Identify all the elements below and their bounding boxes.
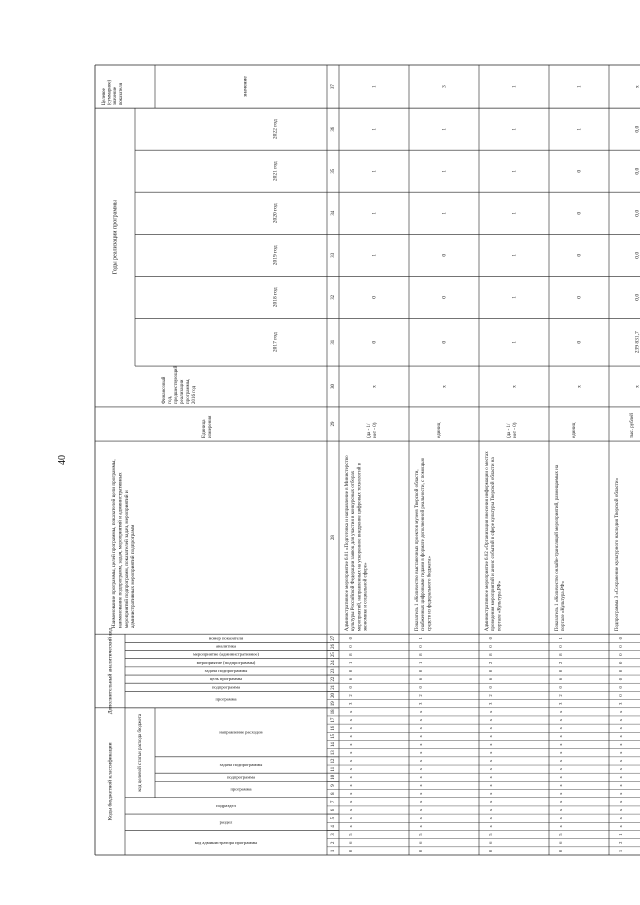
code-cell: x — [618, 751, 624, 754]
code-cell: x — [558, 784, 564, 787]
code-cell: 3 — [488, 702, 494, 705]
row-fin-year: x — [441, 385, 448, 388]
column-number: 31 — [331, 339, 337, 345]
code-cell: 0 — [558, 849, 564, 853]
code-cell: x — [418, 767, 424, 771]
year-header-2018: 2018 год — [272, 287, 279, 308]
an-analytic-header: аналитика — [216, 643, 236, 649]
code-cell: 0 — [418, 669, 424, 673]
code-cell: x — [558, 727, 564, 730]
row-name: Административное мероприятие 6.01 «Подготовка и направление в Министерствокультуры Российской Федерации заявок для участия в конкурсных отборахмероприятий, направленных на ускоренное внедрение цифровых технологий вэкономике и социальной сфере» — [345, 455, 369, 632]
code-cell: x — [558, 759, 564, 763]
an-meropriyatie-header: мероприятие (подпрограммы) — [196, 659, 256, 665]
code-cell: 0 — [618, 677, 624, 681]
napravlenie-header: направление расходов — [219, 729, 263, 735]
column-number: 12 — [331, 758, 337, 764]
code-cell: x — [488, 751, 494, 754]
column-number: 35 — [331, 168, 337, 174]
code-cell: 0 — [348, 669, 354, 673]
code-cell: x — [418, 727, 424, 730]
column-number: 37 — [331, 84, 337, 89]
code-cell: x — [348, 792, 354, 795]
code-cell: x — [348, 825, 354, 828]
column-number: 17 — [331, 717, 337, 723]
column-number: 21 — [331, 684, 337, 690]
code-cell: x — [618, 743, 624, 746]
code-cell: 6 — [488, 677, 494, 681]
code-cell: x — [488, 735, 494, 738]
row-unit: единиц — [572, 422, 577, 439]
code-cell: x — [558, 776, 564, 779]
code-cell: 8 — [348, 653, 354, 656]
code-cell: x — [558, 743, 564, 746]
code-cell: x — [348, 743, 354, 746]
code-cell: x — [618, 727, 624, 730]
row-fin-year: x — [634, 385, 640, 388]
code-cell: 5 — [348, 833, 354, 836]
code-cell: x — [488, 825, 494, 828]
column-number: 29 — [331, 421, 337, 427]
row-year-value: 1 — [441, 211, 448, 215]
column-number: 13 — [331, 750, 337, 756]
code-cell: x — [618, 718, 624, 722]
column-number: 20 — [331, 693, 337, 698]
code-cell: x — [418, 808, 424, 812]
code-cell: 1 — [418, 637, 424, 640]
code-cell: x — [488, 792, 494, 795]
column-number: 32 — [331, 294, 337, 300]
row-year-value: 1 — [511, 253, 518, 257]
final-value-header: Целевое(суммарное)значениепоказателя — [102, 79, 124, 106]
code-cell: x — [418, 776, 424, 779]
code-cell: x — [558, 792, 564, 795]
code-cell: x — [618, 800, 624, 803]
row-fin-year: x — [511, 385, 518, 388]
row-year-value: 1 — [511, 127, 518, 131]
row-name: Показатель 1 «Количество выставочных проектов музеев Тверской области,снабженных цифровыми гидами в формате дополненной реальности, с помощьюсредств из федерального бюджета» — [415, 457, 433, 632]
code-cell: 0 — [618, 686, 624, 689]
column-number: 9 — [331, 784, 337, 787]
code-cell: x — [418, 710, 424, 714]
code-cell: x — [348, 767, 354, 771]
column-number: 33 — [331, 252, 337, 258]
page-number: 40 — [57, 455, 68, 465]
row-final-value: 3 — [441, 85, 448, 88]
kbk-admin-header: код администратора программы — [194, 839, 258, 845]
code-cell: 3 — [418, 702, 424, 705]
code-cell: 0 — [618, 661, 624, 664]
code-cell: 0 — [348, 849, 354, 853]
code-cell: x — [558, 800, 564, 803]
code-cell: x — [418, 759, 424, 763]
an-programma-header: программа — [215, 696, 237, 702]
code-cell: 0 — [618, 694, 624, 697]
code-cell: x — [348, 776, 354, 779]
code-cell: 1 — [348, 661, 354, 664]
row-year-value: 1 — [441, 127, 448, 131]
year-header-2022: 2022 год — [272, 119, 279, 140]
fin-year-header: Финансовыйгод,предшествующийреализациипрограммы,2016 год — [162, 365, 197, 404]
column-number: 22 — [331, 676, 337, 682]
code-cell: 0 — [488, 669, 494, 673]
row-year-value: 1 — [371, 169, 378, 173]
column-number: 6 — [331, 808, 337, 812]
code-cell: 0 — [558, 645, 564, 648]
code-cell: x — [558, 817, 564, 820]
column-number: 4 — [331, 825, 337, 828]
code-cell: x — [418, 792, 424, 795]
code-cell: x — [618, 776, 624, 779]
column-number: 25 — [331, 652, 337, 658]
code-cell: 0 — [348, 645, 354, 648]
column-number: 15 — [331, 733, 337, 739]
code-cell: x — [618, 759, 624, 763]
row-final-value: 1 — [576, 85, 583, 88]
code-cell: x — [418, 751, 424, 754]
code-cell: 0 — [618, 653, 624, 656]
column-number: 2 — [331, 841, 337, 844]
unit-header: Единицаизмерения — [202, 415, 213, 439]
code-cell: x — [418, 735, 424, 738]
row-year-value: 1 — [511, 211, 518, 215]
code-cell: x — [348, 710, 354, 714]
code-cell: 2 — [348, 694, 354, 697]
code-cell: x — [618, 735, 624, 738]
code-cell: 0 — [418, 849, 424, 853]
code-cell: x — [558, 751, 564, 754]
code-cell: 0 — [618, 669, 624, 673]
row-final-value: 1 — [371, 85, 378, 88]
code-cell: x — [348, 759, 354, 763]
rotated-table — [57, 65, 640, 855]
code-cell: x — [418, 784, 424, 787]
row-fin-year: x — [576, 385, 583, 388]
code-cell: 0 — [618, 645, 624, 648]
row-year-value: 0 — [576, 295, 583, 299]
row-year-value: 1 — [511, 169, 518, 173]
row-year-value: 0 — [576, 169, 583, 173]
row-year-value: 0 — [441, 253, 448, 257]
column-number: 30 — [331, 384, 337, 389]
code-cell: x — [348, 751, 354, 754]
code-cell: x — [558, 767, 564, 771]
row-unit: (да - 1/нет - 0) — [367, 422, 378, 439]
year-header-2021: 2021 год — [272, 161, 279, 182]
row-name: Подпрограмма 3 «Сохранение культурного наследия Тверской области» — [615, 477, 620, 632]
code-cell: x — [488, 718, 494, 722]
code-cell: 0 — [488, 849, 494, 853]
column-number: 7 — [331, 800, 337, 804]
row-year-value: 0,0 — [634, 251, 640, 259]
code-cell: x — [348, 718, 354, 722]
an-podprogramma-header: подпрограмма — [211, 684, 241, 690]
row-year-value: 0,0 — [634, 293, 640, 301]
code-cell: x — [348, 800, 354, 803]
code-cell: 5 — [488, 833, 494, 836]
column-number: 1 — [331, 849, 337, 853]
code-cell: 1 — [558, 637, 564, 640]
row-year-value: 1 — [441, 169, 448, 173]
column-number: 23 — [331, 668, 337, 674]
column-number: 27 — [331, 635, 337, 641]
code-cell: x — [418, 817, 424, 820]
code-cell: x — [618, 817, 624, 820]
code-cell: x — [348, 817, 354, 820]
code-cell: 0 — [488, 686, 494, 689]
code-cell: x — [488, 767, 494, 771]
year-header-2017: 2017 год — [272, 332, 279, 353]
row-year-value: 0 — [441, 295, 448, 299]
code-cell: x — [618, 825, 624, 828]
code-cell: x — [418, 800, 424, 803]
code-cell: 6 — [418, 677, 424, 681]
podprogramma-header: подпрограмма — [226, 774, 256, 780]
code-cell: 2 — [418, 694, 424, 697]
row-year-value: 0,0 — [634, 125, 640, 133]
code-cell: x — [418, 718, 424, 722]
code-cell: x — [558, 710, 564, 714]
programma-header: программа — [230, 786, 252, 792]
row-year-value: 0 — [441, 340, 448, 344]
code-cell: 1 — [618, 833, 624, 836]
code-cell: 3 — [618, 702, 624, 705]
column-number: 10 — [331, 774, 337, 780]
zadacha-header: задача подпрограммы — [219, 762, 263, 768]
code-cell: x — [348, 784, 354, 787]
row-year-value: 0 — [576, 340, 583, 344]
code-cell: 8 — [558, 653, 564, 656]
code-cell: 6 — [418, 841, 424, 844]
code-cell: 8 — [418, 653, 424, 656]
row-year-value: 1 — [371, 253, 378, 257]
code-cell: 0 — [558, 669, 564, 673]
code-cell: x — [418, 825, 424, 828]
code-cell: x — [558, 825, 564, 828]
row-year-value: 0 — [576, 253, 583, 257]
row-year-value: 239 831,7 — [634, 331, 640, 354]
row-fin-year: x — [371, 385, 378, 388]
code-cell: 0 — [348, 637, 354, 640]
year-header-2019: 2019 год — [272, 245, 279, 266]
row-name: Показатель 1 «Количество онлайн-трансляций мероприятий, размещаемых напортале «Культура.РФ» — [555, 464, 567, 632]
row-year-value: 1 — [511, 340, 518, 344]
code-cell: x — [618, 767, 624, 771]
code-cell: x — [488, 800, 494, 803]
code-cell: 6 — [348, 677, 354, 681]
code-cell: x — [488, 808, 494, 812]
column-number: 18 — [331, 709, 337, 715]
column-number: 19 — [331, 701, 337, 707]
razdel-header: раздел — [219, 819, 233, 825]
code-cell: 2 — [558, 661, 564, 664]
analytic-code-header: Дополнительный аналитический код — [107, 627, 114, 715]
code-cell: 0 — [488, 645, 494, 648]
code-cell: x — [618, 784, 624, 787]
code-cell: x — [348, 727, 354, 730]
row-year-value: 1 — [576, 127, 583, 131]
code-cell: x — [348, 735, 354, 738]
target-code-header: код целевой статьи расхода бюджета — [138, 713, 144, 792]
row-unit: (да - 1/нет - 0) — [507, 422, 518, 439]
code-cell: x — [348, 808, 354, 812]
code-cell: 6 — [558, 677, 564, 681]
final-subheader: значение — [242, 76, 249, 98]
code-cell: x — [488, 817, 494, 820]
code-cell: x — [618, 710, 624, 714]
column-number: 34 — [331, 210, 337, 216]
code-cell: 0 — [418, 686, 424, 689]
an-zadacha-header: задача подпрограммы — [204, 668, 248, 674]
column-number: 3 — [331, 833, 337, 836]
code-cell: 0 — [348, 686, 354, 689]
code-cell: 2 — [618, 841, 624, 844]
row-year-value: 0,0 — [634, 209, 640, 217]
code-cell: x — [618, 808, 624, 812]
code-cell: 3 — [348, 702, 354, 705]
code-cell: x — [488, 743, 494, 746]
row-year-value: 0 — [371, 295, 378, 299]
code-cell: 6 — [488, 841, 494, 844]
column-number: 26 — [331, 644, 337, 649]
column-number: 24 — [331, 660, 337, 666]
code-cell: x — [418, 743, 424, 746]
column-number: 36 — [331, 126, 337, 132]
row-unit: единиц — [437, 422, 442, 439]
code-cell: 0 — [488, 637, 494, 640]
code-cell: 2 — [488, 661, 494, 664]
column-number: 5 — [331, 816, 337, 820]
code-cell: x — [488, 784, 494, 787]
code-cell: 2 — [558, 694, 564, 697]
row-year-value: 1 — [371, 211, 378, 215]
column-number: 28 — [331, 535, 337, 540]
column-number: 11 — [331, 766, 337, 772]
column-number: 16 — [331, 725, 337, 731]
column-number: 14 — [331, 742, 337, 747]
years-title-header: Годы реализации программы — [112, 200, 119, 275]
code-cell: 6 — [558, 841, 564, 844]
row-final-value: 1 — [511, 85, 518, 88]
code-cell: 5 — [558, 833, 564, 836]
code-cell: 0 — [418, 645, 424, 648]
row-year-value: 0 — [371, 340, 378, 344]
budget-codes-header: Коды бюджетной классификации — [107, 742, 114, 821]
row-year-value: 0 — [576, 211, 583, 215]
code-cell: x — [558, 718, 564, 722]
code-cell: x — [488, 759, 494, 763]
name-column-header: Наименование программы, целей программы, показателей цели программы,наименование подпрограмм, задач, мероприятий и административныхмероприятий подпрограмм, показателей задач, мероприятий иадминистративных мероприятий подпрограмм — [111, 459, 137, 629]
code-cell: x — [558, 735, 564, 738]
code-cell: 6 — [348, 841, 354, 844]
code-cell: 5 — [418, 833, 424, 836]
code-cell: 1 — [618, 849, 624, 853]
row-year-value: 1 — [511, 295, 518, 299]
code-cell: x — [488, 727, 494, 730]
row-final-value: x — [634, 85, 640, 88]
row-unit: тыс. рублей — [630, 413, 635, 439]
code-cell: 0 — [558, 686, 564, 689]
code-cell: 2 — [488, 694, 494, 697]
year-header-2020: 2020 год — [272, 203, 279, 224]
row-year-value: 0,0 — [634, 167, 640, 175]
code-cell: 3 — [558, 702, 564, 705]
an-admin-header: мероприятие (административное) — [192, 651, 260, 657]
column-number: 8 — [331, 792, 337, 795]
code-cell: x — [488, 710, 494, 714]
code-cell: x — [558, 808, 564, 812]
code-cell: 0 — [618, 637, 624, 640]
code-cell: x — [618, 792, 624, 795]
an-cel-header: цель программы — [209, 676, 243, 682]
podrazdel-header: подраздел — [216, 802, 236, 808]
code-cell: 1 — [418, 661, 424, 664]
row-name: Административное мероприятие 6.02 «Организация внесения информации о местахпроведения мероприятий и анонс событий в сфере культуры Тверской области напортале «Культура.РФ» — [485, 451, 503, 632]
row-year-value: 1 — [371, 127, 378, 131]
an-nomer-header: номер показателя — [208, 635, 244, 641]
code-cell: x — [488, 776, 494, 779]
code-cell: 8 — [488, 653, 494, 656]
